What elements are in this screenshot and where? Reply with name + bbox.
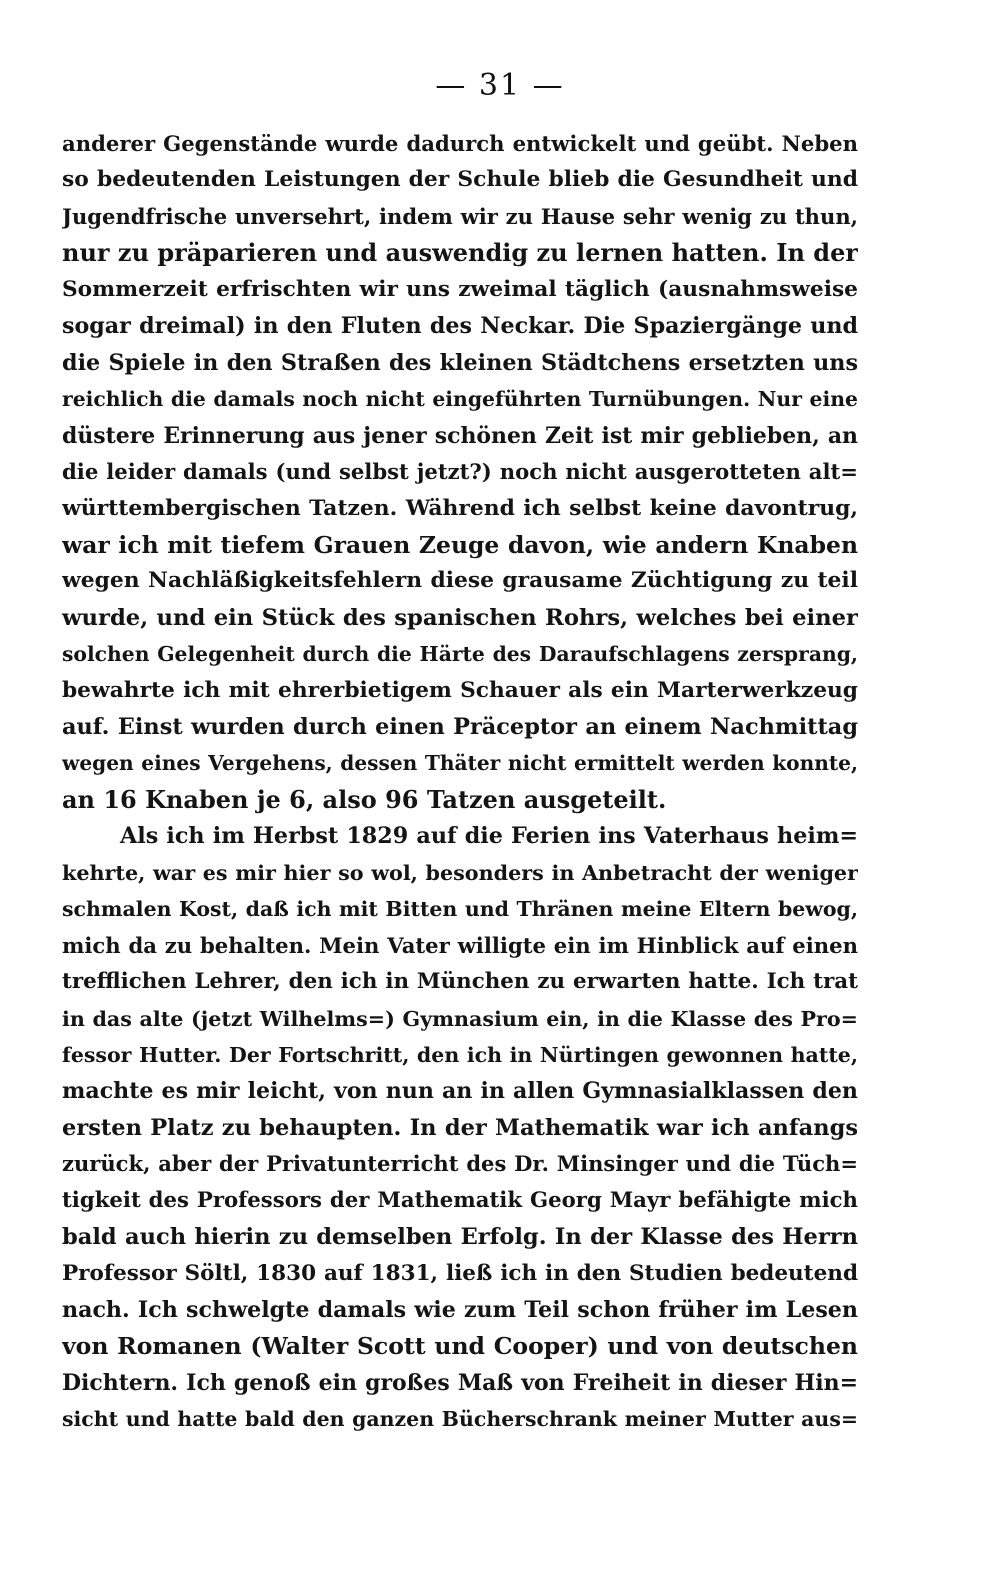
text-line: so bedeutenden Leistungen der Schule blieb die Gesundheit und	[62, 167, 858, 193]
text-line: wegen Nachläßigkeitsfehlern diese grausame Züchtigung zu teil	[62, 568, 858, 594]
page-number: — 31 —	[435, 68, 565, 103]
text-line: ersten Platz zu behaupten. In der Mathematik war ich anfangs	[62, 1114, 858, 1141]
text-line: Jugendfrische unversehrt, indem wir zu Hause sehr wenig zu thun,	[62, 203, 858, 229]
text-line: Professor Söltl, 1830 auf 1831, ließ ich in den Studien bedeutend	[62, 1260, 858, 1286]
text-line: zurück, aber der Privatunterricht des Dr. Minsinger und die Tüch=	[62, 1151, 858, 1177]
text-line: nur zu präparieren und auswendig zu lernen hatten. In der	[62, 238, 858, 268]
text-line: anderer Gegenstände wurde dadurch entwickelt und geübt. Neben	[62, 131, 858, 156]
text-line: an 16 Knaben je 6, also 96 Tatzen ausgeteilt.	[62, 784, 667, 814]
text-line: kehrte, war es mir hier so wol, besonders in Anbetracht der weniger	[62, 860, 858, 885]
text-line: fessor Hutter. Der Fortschritt, den ich in Nürtingen gewonnen hatte,	[62, 1042, 858, 1067]
body-text	[62, 126, 858, 1438]
text-line: Sommerzeit erfrischten wir uns zweimal täglich (ausnahmsweise	[62, 276, 858, 302]
text-line: war ich mit tiefem Grauen Zeuge davon, wie andern Knaben	[62, 530, 858, 559]
text-line: nach. Ich schwelgte damals wie zum Teil schon früher im Lesen	[62, 1297, 858, 1323]
text-line: mich da zu behalten. Mein Vater willigte ein im Hinblick auf einen	[62, 932, 858, 958]
text-line: die Spiele in den Straßen des kleinen Städtchens ersetzten uns	[62, 349, 858, 376]
text-line: bald auch hierin zu demselben Erfolg. In der Klasse des Herrn	[62, 1224, 858, 1251]
paragraph-1	[62, 126, 858, 818]
text-line: Dichtern. Ich genoß ein großes Maß von Freiheit in dieser Hin=	[62, 1369, 858, 1396]
text-line: tigkeit des Professors der Mathematik Georg Mayr befähigte mich	[62, 1187, 858, 1213]
text-line: schmalen Kost, daß ich mit Bitten und Thränen meine Eltern bewog,	[62, 897, 858, 922]
text-line: trefflichen Lehrer, den ich in München zu erwarten hatte. Ich trat	[62, 969, 858, 995]
text-line: wurde, und ein Stück des spanischen Rohrs, welches bei einer	[62, 604, 858, 631]
text-line: sogar dreimal) in den Fluten des Neckar. Die Spaziergänge und	[62, 313, 858, 340]
paragraph-2	[62, 818, 858, 1437]
text-line: bewahrte ich mit ehrerbietigem Schauer als ein Marterwerkzeug	[62, 677, 858, 703]
text-line: sicht und hatte bald den ganzen Bücherschrank meiner Mutter aus=	[62, 1407, 858, 1432]
text-line: solchen Gelegenheit durch die Härte des Daraufschlagens zersprang,	[62, 642, 858, 667]
text-line: wegen eines Vergehens, dessen Thäter nicht ermittelt werden konnte,	[62, 751, 858, 776]
text-line: reichlich die damals noch nicht eingeführten Turnübungen. Nur eine	[62, 387, 858, 412]
text-line: düstere Erinnerung aus jener schönen Zeit ist mir geblieben, an	[62, 422, 858, 449]
text-line: Als ich im Herbst 1829 auf die Ferien ins Vaterhaus heim=	[120, 823, 858, 850]
text-line: machte es mir leicht, von nun an in allen Gymnasialklassen den	[62, 1078, 858, 1105]
text-line: von Romanen (Walter Scott und Cooper) und von deutschen	[62, 1332, 858, 1361]
text-line: in das alte (jetzt Wilhelms=) Gymnasium ein, in die Klasse des Pro=	[62, 1006, 858, 1031]
text-line: württembergischen Tatzen. Während ich selbst keine davontrug,	[62, 495, 858, 522]
text-line: auf. Einst wurden durch einen Präceptor an einem Nachmittag	[62, 714, 858, 740]
text-line: die leider damals (und selbst jetzt?) noch nicht ausgerotteten alt=	[62, 458, 858, 484]
